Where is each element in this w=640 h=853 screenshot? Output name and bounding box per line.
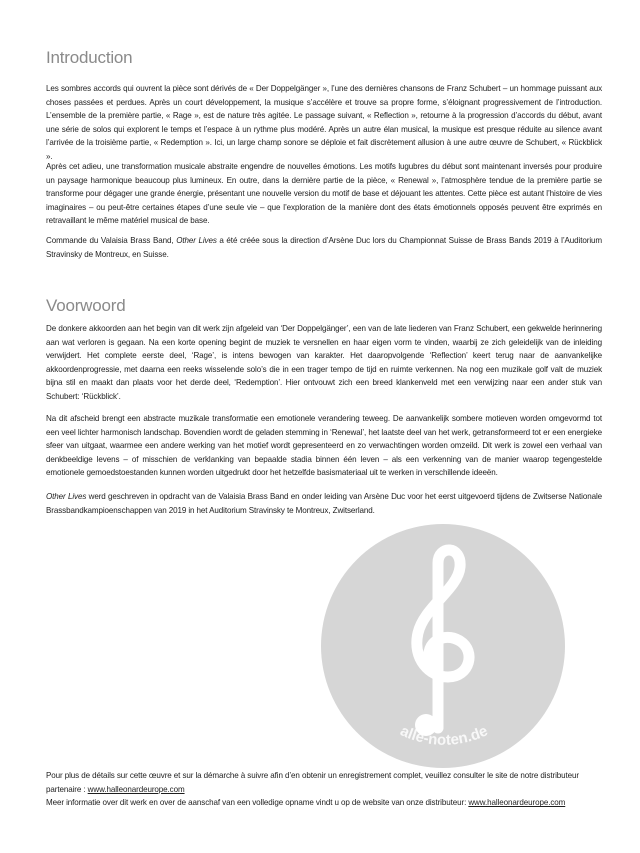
watermark — [320, 523, 566, 769]
intro-p3-before: Commande du Valaisia Brass Band, — [46, 236, 177, 245]
intro-paragraph-3 — [46, 234, 602, 261]
footer-nl-text: Meer informatie over dit werk en over de aanschaf van een volledige opname vindt u op de website van onze distributeur: — [46, 798, 469, 808]
voorwoord-paragraph-1 — [46, 322, 602, 404]
footer-fr-text: Pour plus de détails sur cette œuvre et sur la démarche à suivre afin d’en obtenir un enregistrement complet, veuillez consulter le site de notre distributeur partenaire : — [46, 771, 580, 794]
intro-paragraph-2 — [46, 160, 602, 228]
footer-fr-link[interactable]: www.halleonardeurope.com — [87, 784, 185, 794]
footer-nl-link[interactable]: www.halleonardeurope.com — [468, 798, 566, 808]
voorwoord-p3-after: werd geschreven in opdracht van de Valaisia Brass Band en onder leiding van Arsène Duc voor het eerst uitgevoerd tijdens de Zwitserse Nationale Brassbandkampioenschappen van 2019 in het Auditorium Stravinsky te Montreux, Zwitserland. — [46, 492, 603, 515]
footer-nl — [46, 796, 602, 810]
intro-p3-title: Other Lives — [176, 236, 217, 245]
voorwoord-title: Voorwoord — [46, 296, 126, 315]
intro-p3-after: a été créée sous la direction d’Arsène Duc lors du Championnat Suisse de Brass Bands 2019 à l’Auditorium Stravinsky de Montreux, en Suisse. — [46, 236, 602, 259]
voorwoord-p2-text: Na dit afscheid brengt een abstracte muzikale transformatie een emotionele verandering teweeg. De aanvankelijk sombere motieven worden omgevormd tot een veel lichter harmonisch landschap. Bovendien wordt de geladen stemming in ‘Renewal’, het laatste deel van het werk, getransformeerd tot er een energieke sfeer van uitgaat, waarmee een andere werking van het motief wordt gepresenteerd en zo verwachtingen worden omzeild. Dit werk is zowel een verhaal van denkbeeldige levens – of misschien de verklanking van bepaalde stadia binnen één leven – als een verkenning van de manier waarop tegengestelde emotionele gemoedstoestanden kunnen worden uitgedrukt door het hetzelfde basismateriaal uit te werken in verschillende ideeën. — [46, 414, 602, 478]
watermark-text: alle-noten.de — [397, 722, 491, 749]
footer-notes — [46, 769, 602, 810]
intro-paragraph-1 — [46, 82, 602, 164]
voorwoord-paragraph-3 — [46, 490, 602, 517]
voorwoord-p1-text: De donkere akkoorden aan het begin van dit werk zijn afgeleid van ‘Der Doppelgänger’, een van de late liederen van Franz Schubert, een gekwelde herinnering aan wat verloren is gegaan. Na een korte opening begint de muziek te versnellen en haar eigen vorm te vinden, waarbij ze zich geleidelijk van de inleiding verwijdert. Het complete eerste deel, ‘Rage’, is intens bewogen van karakter. Het daaropvolgende ‘Reflection’ keert terug naar de aanvankelijke akkoordenprogressie, met daarna een reeks wisselende solo’s die in een trager tempo de tijd en ruimte verkennen. Na nog een muzikale golf valt de muziek bijna stil en maakt dan plaats voor het derde deel, ‘Redemption’. Hier ontvouwt zich een breed klankenveld met een verwijzing naar een ander stuk van Schubert: ‘Rückblick’. — [46, 324, 602, 401]
footer-fr — [46, 769, 602, 796]
voorwoord-p3-text — [46, 490, 602, 517]
voorwoord-p3-title: Other Lives — [46, 492, 87, 501]
intro-p1-text: Les sombres accords qui ouvrent la pièce sont dérivés de « Der Doppelgänger », l’une des dernières chansons de Franz Schubert – un hommage puissant aux choses passées et perdues. Après un court développement, la musique s’accélère et trouve sa propre forme, s’éloignant progressivement de l’introduction. L’ensemble de la première partie, « Rage », est de nature très agitée. Le passage suivant, « Reflection », retourne à la progression d’accords du début, avant une série de solos qui explorent le temps et l’espace à un rythme plus modéré. Après un autre élan musical, la musique est presque réduite au silence avant l’arrivée de la troisième partie, « Redemption ». Ici, un large champ sonore se déploie et fait discrètement allusion à une autre œuvre de Schubert, « Rückblick ». — [46, 84, 602, 161]
intro-p2-text: Après cet adieu, une transformation musicale abstraite engendre de nouvelles émotions. Les motifs lugubres du début sont maintenant inversés pour produire un paysage harmonique beaucoup plus lumineux. En outre, dans la dernière partie de la pièce, « Renewal », l’atmosphère tendue de la première partie se transforme pour dégager une grande énergie, présentant une nouvelle version du motif de base et déjouant les attentes. Cette pièce est autant l’histoire de vies imaginaires – ou peut-être certaines étapes d’une seule vie – que l’exploration de la manière dont des états émotionnels opposés peuvent être exprimés en retravaillant le même matériel musical de base. — [46, 162, 602, 226]
voorwoord-paragraph-2 — [46, 412, 602, 480]
intro-p3-text — [46, 234, 602, 261]
intro-title: Introduction — [46, 48, 133, 67]
